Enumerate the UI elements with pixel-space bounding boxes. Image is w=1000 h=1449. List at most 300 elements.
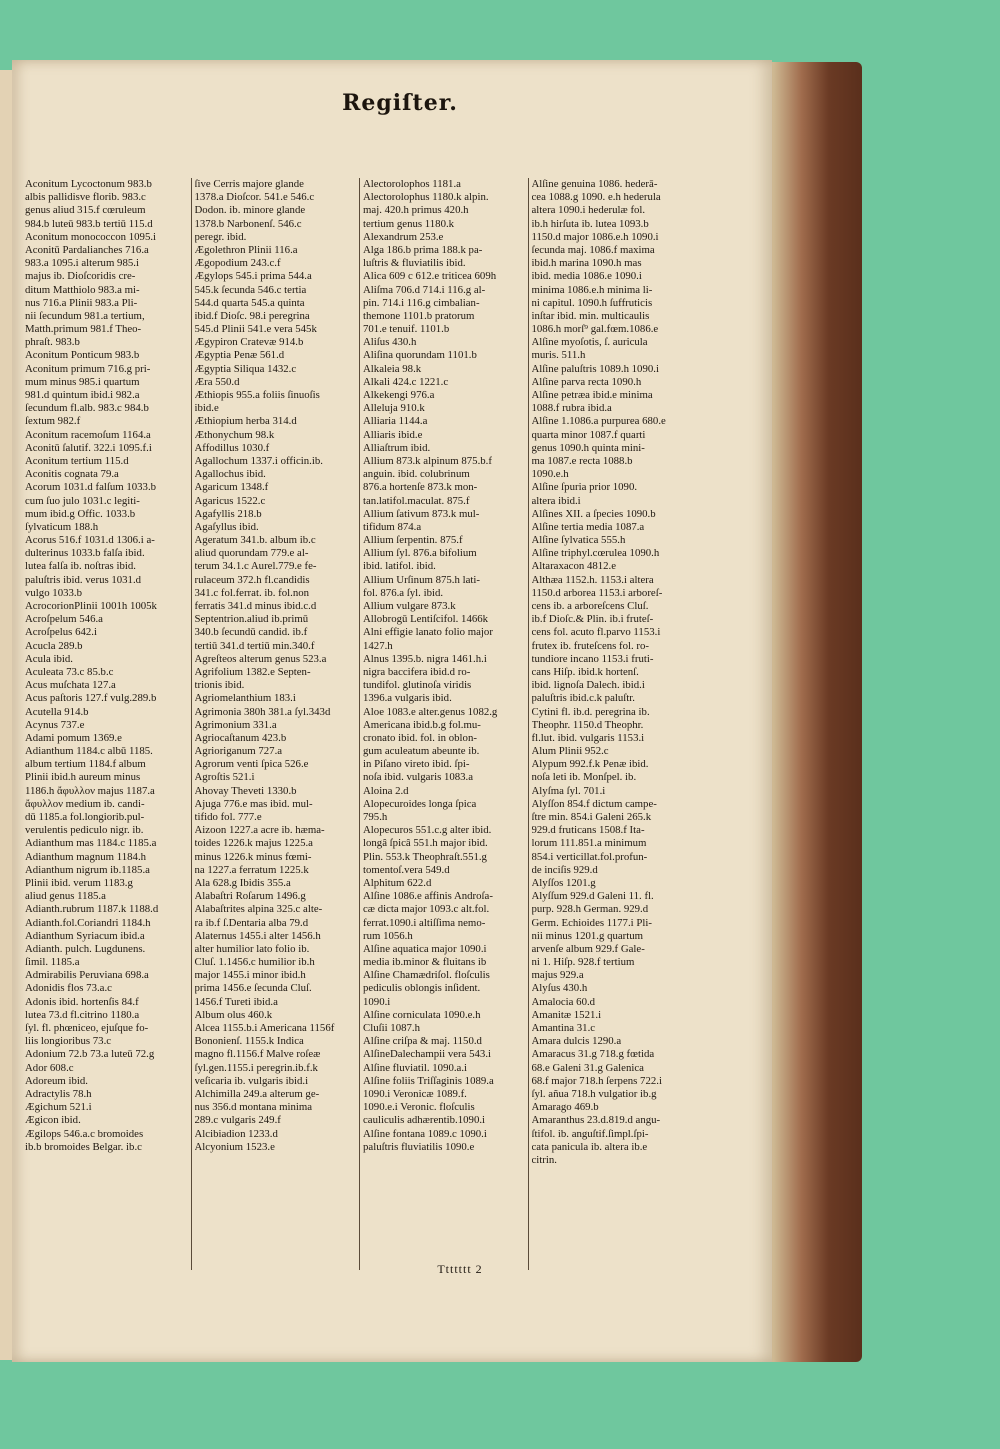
index-line: Ægyptia Penæ 561.d (194, 349, 285, 362)
index-line: Alſine paluſtris 1089.h 1090.i (531, 362, 659, 375)
index-line: Alſine genuina 1086. hederā- (531, 178, 658, 190)
index-line: Acorus 516.f 1031.d 1306.i a- (25, 534, 155, 547)
index-line: Bononienſ. 1155.k Indica (194, 1035, 304, 1048)
index-line: fl.lut. ibid. vulgaris 1153.i (531, 731, 645, 744)
index-line: fol. 876.a ſyl. ibid. (363, 586, 444, 599)
index-line: pediculis oblongis inſident. (363, 982, 481, 995)
index-line: lorum 111.851.a minimum (531, 837, 647, 850)
index-line: altera ibid.i (531, 494, 581, 507)
index-line: genus 1090.h quinta mini- (531, 441, 645, 454)
index-line: 1456.f Tureti ibid.a (194, 995, 278, 1008)
index-line: 1186.h ἄφυλλον majus 1187.a (25, 784, 155, 797)
index-line: majus ib. Dioſcoridis cre- (25, 270, 136, 283)
index-line: cata panicula ib. altera ib.e (531, 1140, 648, 1153)
index-line: Alſine petræa ibid.e minima (531, 389, 653, 401)
index-line: Cytini fl. ib.d. peregrina ib. (531, 705, 650, 718)
index-line: tertiū 341.d tertiū min.340.f (194, 639, 315, 652)
index-line: ibid.h marina 1090.h mas (531, 257, 642, 270)
index-line: Amarago 469.b (531, 1101, 599, 1114)
index-line: Agallochum 1337.i officin.ib. (194, 454, 323, 467)
index-line: Dodon. ib. minore glande (194, 204, 306, 217)
index-line: Alſine triphyl.cœrulea 1090.h (531, 547, 660, 560)
index-line: ἄφυλλον medium ib. candi- (25, 797, 145, 810)
index-line: 1150.d arborea 1153.i arboreſ- (531, 586, 663, 599)
index-line: album tertium 1184.f album (25, 758, 146, 771)
index-line: luſtris & fluviatilis ibid. (363, 257, 466, 270)
index-line: 1378.b Narbonenſ. 546.c (194, 217, 302, 230)
index-line: ibid. media 1086.e 1090.i (531, 270, 642, 283)
index-line: Agaricum 1348.f (194, 481, 269, 494)
index-line: muris. 511.h (531, 349, 586, 362)
index-line: Aloina 2.d (363, 784, 409, 797)
index-line: Althæa 1152.h. 1153.i altera (531, 573, 654, 586)
index-line: Agriomelanthium 183.i (194, 692, 296, 705)
index-line: 981.d quintum ibid.i 982.a (25, 389, 140, 401)
index-line: Alſine ſpuria prior 1090. (531, 481, 638, 494)
index-line: quarta minor 1087.f quarti (531, 428, 646, 441)
index-line: nus 716.a Plinii 983.a Pli- (25, 296, 138, 309)
index-line: Aconitum monococcon 1095.i (25, 230, 157, 243)
index-line: Aconitum primum 716.g pri- (25, 362, 151, 375)
index-line: Allium Urſinum 875.h lati- (363, 573, 480, 586)
index-line: verulentis pediculo nigr. ib. (25, 824, 144, 837)
index-line: Agafyllis 218.b (194, 507, 262, 520)
index-line: Acroſpelum 546.a (25, 613, 103, 626)
index-line: noſa leti ib. Monſpel. ib. (531, 771, 637, 784)
index-line: Alabaſtri Roſarum 1496.g (194, 890, 306, 903)
index-line: Alopecuros 551.c.g alter ibid. (363, 824, 492, 837)
page-header: Regiſter. (342, 90, 458, 116)
index-line: Ala 628.g Ibidis 355.a (194, 876, 291, 889)
index-line: Aconitis cognata 79.a (25, 468, 119, 481)
index-line: Aconitum racemoſum 1164.a (25, 428, 151, 441)
index-line: de inciſis 929.d (531, 863, 598, 876)
index-line: Plinii ibid.h aureum minus (25, 771, 141, 784)
index-line: Agrifolium 1382.e Septen- (194, 665, 311, 678)
index-line: Alabaſtrites alpina 325.c alte- (194, 903, 323, 916)
index-line: Alectorolophos 1181.a (363, 178, 461, 190)
index-line: Alyſſum 929.d Galeni 11. fl. (531, 890, 654, 903)
index-line: tomentoſ.vera 549.d (363, 863, 450, 876)
index-line: Americana ibid.b.g fol.mu- (363, 718, 481, 731)
index-line: Adoreum ibid. (25, 1074, 88, 1087)
index-line: Amalocia 60.d (531, 995, 596, 1008)
index-line: 544.d quarta 545.a quinta (194, 296, 305, 309)
index-line: Aconitū ſalutif. 322.i 1095.f.i (25, 441, 152, 454)
index-line: Alopecuroides longa ſpica (363, 797, 477, 810)
index-line: Alkekengi 976.a (363, 389, 435, 401)
index-line: ſecunda maj. 1086.f maxima (531, 243, 655, 256)
index-line: Ajuga 776.e mas ibid. mul- (194, 797, 313, 810)
index-line: Alſines XII. a ſpecies 1090.b (531, 507, 656, 520)
index-line: ſylvaticum 188.h (25, 520, 99, 533)
index-line: Alſine ſylvatica 555.h (531, 534, 626, 547)
index-line: 929.d fruticans 1508.f Ita- (531, 824, 645, 837)
index-line: ſimil. 1185.a (25, 956, 80, 969)
index-line: Adianth.rubrum 1187.k 1188.d (25, 903, 159, 916)
index-line: paluſtris fluviatilis 1090.e (363, 1140, 475, 1153)
index-line: Theophr. 1150.d Theophr. (531, 718, 644, 731)
index-line: themone 1101.b pratorum (363, 309, 475, 322)
index-line: Aconitum tertium 115.d (25, 454, 129, 467)
index-line: Allium ſativum 873.k mul- (363, 507, 480, 520)
index-line: Adianthum Syriacum ibid.a (25, 929, 145, 942)
index-line: toides 1226.k majus 1225.a (194, 837, 313, 850)
index-line: Adianthum 1184.c albū 1185. (25, 745, 153, 758)
index-line: 1396.a vulgaris ibid. (363, 692, 452, 705)
index-line: ſive Cerris majore glande (194, 178, 304, 190)
index-line: dulterinus 1033.b falſa ibid. (25, 547, 145, 560)
index-line: phraſt. 983.b (25, 336, 80, 349)
index-line: 68.e Galeni 31.g Galenica (531, 1061, 644, 1074)
index-line: nus 356.d montana minima (194, 1101, 313, 1114)
index-line: tertium genus 1180.k (363, 217, 455, 230)
index-line: Agallochus ibid. (194, 468, 266, 481)
index-line: Ægolethron Plinii 116.a (194, 243, 298, 256)
register-columns (22, 178, 696, 1270)
index-line: 1090.e.i Veronic. floſculis (363, 1101, 475, 1114)
index-line: dū 1185.a fol.longiorib.pul- (25, 811, 145, 823)
index-line: cæ dicta major 1093.c alt.fol. (363, 903, 490, 916)
index-line: Alyſus 430.h (531, 982, 588, 995)
index-line: 983.a 1095.i alterum 985.i (25, 257, 139, 270)
index-line: cea 1088.g 1090. e.h hederula (531, 191, 661, 204)
index-line: paluſtris ibid. verus 1031.d (25, 573, 142, 586)
column-4 (528, 178, 697, 1270)
index-line: 341.c fol.ferrat. ib. fol.non (194, 586, 310, 599)
index-line: 984.b luteū 983.b tertiū 115.d (25, 217, 153, 230)
index-line: purp. 928.h German. 929.d (531, 903, 649, 916)
index-line: pin. 714.i 116.g cimbalian- (363, 296, 480, 309)
index-line: mum ibid.g Offic. 1033.b (25, 507, 136, 520)
index-line: Acucla 289.b (25, 639, 83, 652)
index-line: tifido fol. 777.e (194, 811, 262, 823)
index-line: terum 34.1.c Aurel.779.e fe- (194, 560, 317, 573)
index-line: Aconitum Lycoctonum 983.b (25, 178, 152, 190)
index-line: veſicaria ib. vulgaris ibid.i (194, 1074, 309, 1087)
index-line: na 1227.a ferratum 1225.k (194, 863, 309, 876)
index-line: ibid. lignoſa Dalech. ibid.i (531, 679, 645, 692)
index-line: ſtifol. ib. anguſtif.ſimpl.ſpi- (531, 1127, 649, 1140)
signature-mark: Ttttttt 2 (437, 1262, 483, 1276)
index-line: in Piſano vireto ibid. ſpi- (363, 758, 470, 771)
index-line: Æthiopium herba 314.d (194, 415, 297, 428)
index-line: tundifol. glutinoſa viridis (363, 679, 472, 692)
index-line: Adianth. pulch. Lugdunens. (25, 942, 146, 955)
index-line: Alſine fluviatil. 1090.a.i (363, 1061, 468, 1074)
index-line: 289.c vulgaris 249.f (194, 1114, 281, 1127)
column-2 (191, 178, 360, 1270)
index-line: Agrimonia 380h 381.a ſyl.343d (194, 705, 331, 718)
index-line: Aliſina quorundam 1101.b (363, 349, 477, 362)
index-line: Germ. Echioides 1177.i Pli- (531, 916, 652, 929)
index-line: 340.b ſecundū candid. ib.f (194, 626, 308, 639)
index-line: Altaraxacon 4812.e (531, 560, 617, 573)
index-line: Alkaleia 98.k (363, 362, 422, 375)
index-line: Adianthum nigrum ib.1185.a (25, 863, 150, 876)
index-line: Acutella 914.b (25, 705, 89, 718)
index-line: minus 1226.k minus fœmi- (194, 850, 312, 863)
index-line: ſyl. fl. phœniceo, ejuſque fo- (25, 1022, 149, 1034)
index-line: magno fl.1156.f Malve roſeæ (194, 1048, 321, 1061)
index-line: Alliaſtrum ibid. (363, 441, 431, 454)
index-line: longâ ſpicâ 551.h major ibid. (363, 837, 488, 850)
index-line: Ægopodium 243.c.f (194, 257, 281, 270)
index-line: maj. 420.h primus 420.h (363, 204, 469, 217)
index-line: ni capitul. 1090.h ſuffruticis (531, 296, 653, 309)
index-line: alter humilior lato folio ib. (194, 942, 310, 955)
index-line: Aliſus 430.h (363, 336, 417, 349)
index-line: Allium ſerpentin. 875.f (363, 534, 463, 547)
index-line: Amantina 31.c (531, 1022, 596, 1034)
index-line: Agrorum venti ſpica 526.e (194, 758, 309, 771)
index-line: Alectorolophus 1180.k alpin. (363, 191, 489, 204)
index-line: ib.b bromoides Belgar. ib.c (25, 1140, 142, 1153)
index-line: 1086.h morſ⁹ gal.fœm.1086.e (531, 323, 659, 336)
index-line: arvenſe album 929.f Gale- (531, 942, 645, 955)
index-line: Alſine 1086.e affinis Androſa- (363, 890, 493, 903)
index-line: Alyſſon 854.f dictum campe- (531, 797, 657, 810)
column-3 (359, 178, 528, 1270)
index-line: Agrioriganum 727.a (194, 745, 283, 758)
index-line: rulaceum 372.h fl.candidis (194, 573, 310, 586)
index-line: Ægyptia Siliqua 1432.c (194, 362, 297, 375)
index-line: Amaranthus 23.d.819.d angu- (531, 1114, 661, 1127)
index-line: Ægichum 521.i (25, 1101, 92, 1114)
index-line: Matth.primum 981.f Theo- (25, 323, 142, 336)
index-line: Adami pomum 1369.e (25, 731, 122, 744)
index-line: Alaternus 1455.i alter 1456.h (194, 929, 321, 942)
index-line: Alypum 992.f.k Penæ ibid. (531, 758, 649, 771)
index-line: Adonium 72.b 73.a luteū 72.g (25, 1048, 155, 1061)
index-line: Adonidis flos 73.a.c (25, 982, 112, 995)
index-line: ni 1. Hiſp. 928.f tertium (531, 956, 635, 969)
index-line: Æra 550.d (194, 375, 240, 388)
index-line: AcrocorionPlinii 1001h 1005k (25, 600, 157, 612)
index-line: 701.e tenuif. 1101.b (363, 323, 450, 336)
index-line: inſtar ibid. min. multicaulis (531, 309, 650, 322)
index-line: cauliculis adhærentib.1090.i (363, 1114, 486, 1127)
index-line: ma 1087.e recta 1088.b (531, 454, 633, 467)
index-line: noſa ibid. vulgaris 1083.a (363, 771, 474, 784)
index-line: citrin. (531, 1153, 557, 1166)
index-line: Adianthum magnum 1184.h (25, 850, 147, 863)
index-line: ferratis 341.d minus ibid.c.d (194, 600, 317, 612)
index-line: Allium vulgare 873.k (363, 600, 456, 612)
index-line: Acorum 1031.d falſum 1033.b (25, 481, 157, 494)
index-line: ib.h hirſuta ib. lutea 1093.b (531, 217, 649, 230)
index-line: ſyl.gen.1155.i peregrin.ib.f.k (194, 1061, 318, 1074)
index-line: Alyſſos 1201.g (531, 876, 596, 889)
index-line: Agreſteos alterum genus 523.a (194, 652, 327, 665)
index-line: Allobrogū Lentiſcifol. 1466k (363, 613, 489, 626)
index-line: Agaricus 1522.c (194, 494, 266, 507)
index-line: Amanitæ 1521.i (531, 1008, 602, 1021)
index-line: Ageratum 341.b. album ib.c (194, 534, 316, 547)
index-line: 876.a hortenſe 873.k mon- (363, 481, 478, 494)
index-line: ſtre min. 854.i Galeni 265.k (531, 811, 652, 823)
index-line: Alliaris ibid.e (363, 428, 423, 441)
index-line: Alyſma ſyl. 701.i (531, 784, 606, 797)
index-line: AlſineDalechampii vera 543.i (363, 1048, 492, 1061)
index-line: Ægypiron Cratevæ 914.b (194, 336, 304, 349)
index-line: 68.f major 718.h ſerpens 722.i (531, 1074, 662, 1087)
index-line: Alleluja 910.k (363, 402, 425, 415)
index-line: 1150.d major 1086.e.h 1090.i (531, 230, 659, 243)
index-line: 1088.f rubra ibid.a (531, 402, 612, 415)
index-line: minima 1086.e.h minima li- (531, 283, 653, 296)
index-line: Alcibiadion 1233.d (194, 1127, 278, 1140)
index-line: Alſine parva recta 1090.h (531, 375, 642, 388)
index-line: Alſine aquatica major 1090.i (363, 942, 487, 955)
index-line: Adianthum mas 1184.c 1185.a (25, 837, 157, 850)
index-line: Agrimonium 331.a (194, 718, 277, 731)
index-line: Affodillus 1030.f (194, 441, 270, 454)
index-line: Æthonychum 98.k (194, 428, 275, 441)
index-line: ſecundum fl.alb. 983.c 984.b (25, 402, 149, 415)
index-line: albis pallidisve florib. 983.c (25, 191, 146, 204)
index-line: Alſine tertia media 1087.a (531, 520, 645, 533)
index-line: Admirabilis Peruviana 698.a (25, 969, 149, 982)
index-line: anguin. ibid. colubrinum (363, 468, 470, 481)
index-line: Acus muſchata 127.a (25, 679, 116, 692)
index-line: Alkali 424.c 1221.c (363, 375, 449, 388)
index-line: ditum Matthiolo 983.a mi- (25, 283, 140, 296)
index-line: lutea 73.d fl.citrino 1180.a (25, 1008, 140, 1021)
index-line: Alum Plinii 952.c (531, 745, 609, 758)
index-line: ibid.f Dioſc. 98.i peregrina (194, 309, 310, 322)
index-line: gum aculeatum abeunte ib. (363, 745, 480, 758)
index-line: Alexandrum 253.e (363, 230, 444, 243)
index-line: 795.h (363, 811, 388, 823)
index-line: Amara dulcis 1290.a (531, 1035, 622, 1048)
index-line: tan.latifol.maculat. 875.f (363, 494, 470, 507)
index-line: Acroſpelus 642.i (25, 626, 97, 639)
index-line: Plinii ibid. verum 1183.g (25, 876, 133, 889)
index-line: Agaſyllus ibid. (194, 520, 259, 533)
index-line: media ib.minor & fluitans ib (363, 956, 487, 969)
index-line: Alſine 1.1086.a purpurea 680.e (531, 415, 666, 428)
index-line: 1427.h (363, 639, 393, 652)
index-line: cens fol. acuto fl.parvo 1153.i (531, 626, 661, 639)
index-line: tundiore incano 1153.i fruti- (531, 652, 654, 665)
index-line: Agroſtis 521.i (194, 771, 255, 784)
index-line: nii minus 1201.g quartum (531, 929, 644, 942)
index-line: ſyl. añua 718.h vulgatior ib.g (531, 1087, 657, 1100)
index-line: frutex ib. fruteſcens fol. ro- (531, 639, 650, 652)
index-line: Agriocaſtanum 423.b (194, 731, 287, 744)
index-line: Alcea 1155.b.i Americana 1156f (194, 1022, 335, 1034)
index-line: vulgo 1033.b (25, 586, 82, 599)
index-line: genus aliud 315.f cœruleum (25, 204, 146, 217)
index-line: altera 1090.i hederulæ fol. (531, 204, 646, 217)
index-line: Alſine fontana 1089.c 1090.i (363, 1127, 487, 1140)
index-line: Album olus 460.k (194, 1008, 273, 1021)
index-line: Alcyonium 1523.e (194, 1140, 275, 1153)
index-line: Æthiopis 955.a foliis ſinuoſis (194, 389, 320, 401)
index-line: Allium ſyl. 876.a bifolium (363, 547, 477, 560)
index-line: Adractylis 78.h (25, 1087, 92, 1100)
index-line: Ægilops 546.a.c bromoides (25, 1127, 144, 1140)
index-line: Plin. 553.k Theophraſt.551.g (363, 850, 487, 863)
index-line: lutea falſa ib. noſtras ibid. (25, 560, 136, 573)
index-line: Alſine corniculata 1090.e.h (363, 1008, 481, 1021)
index-line: Aloe 1083.e alter.genus 1082.g (363, 705, 498, 718)
index-line: ibid. latifol. ibid. (363, 560, 436, 573)
index-line: Alſine Chamædriſol. floſculis (363, 969, 490, 982)
index-line: Aliſma 706.d 714.i 116.g al- (363, 283, 486, 296)
index-line: Alſine myoſotis, ſ. auricula (531, 336, 648, 349)
index-line: Alphitum 622.d (363, 876, 432, 889)
index-line: Alica 609 c 612.e triticea 609h (363, 270, 497, 283)
index-line: Aculeata 73.c 85.b.c (25, 665, 114, 678)
index-line: Cluſii 1087.h (363, 1022, 420, 1034)
index-line: 1378.a Dioſcor. 541.e 546.c (194, 191, 315, 204)
index-line: mum minus 985.i quartum (25, 375, 140, 388)
index-line: ibid.e (194, 402, 219, 415)
index-line: Adianth.fol.Coriandri 1184.h (25, 916, 151, 929)
index-line: trionis ibid. (194, 679, 245, 692)
index-line: Alni effigie lanato folio major (363, 626, 493, 639)
index-line: 1090.i Veronicæ 1089.f. (363, 1087, 467, 1100)
index-line: Aizoon 1227.a acre ib. hæma- (194, 824, 325, 837)
index-line: nigra baccifera ibid.d ro- (363, 665, 471, 678)
index-line: cronato ibid. fol. in oblon- (363, 731, 477, 744)
index-line: Ægylops 545.i prima 544.a (194, 270, 312, 283)
index-line: paluſtris ibid.c.k paluſtr. (531, 692, 635, 705)
index-line: cum ſuo julo 1031.c legiti- (25, 494, 140, 507)
index-line: ferrat.1090.i altiſſima nemo- (363, 916, 486, 929)
index-line: nii ſecundum 981.a tertium, (25, 309, 145, 322)
index-line: ib.f Dioſc.& Plin. ib.i fruteſ- (531, 613, 654, 626)
index-line: major 1455.i minor ibid.h (194, 969, 306, 982)
index-line: Septentrion.aliud ib.primū (194, 613, 309, 626)
index-line: Amaracus 31.g 718.g fœtida (531, 1048, 655, 1061)
index-line: rum 1056.h (363, 929, 413, 942)
index-line: Alliaria 1144.a (363, 415, 428, 428)
index-line: tifidum 874.a (363, 520, 422, 533)
index-line: Ahovay Theveti 1330.b (194, 784, 297, 797)
column-1 (22, 178, 191, 1270)
index-line: Acynus 737.e (25, 718, 85, 731)
index-line: Aconitum Ponticum 983.b (25, 349, 140, 362)
index-line: aliud quorundam 779.e al- (194, 547, 309, 560)
index-line: cens ib. a arboreſcens Cluſ. (531, 600, 649, 612)
index-line: 545.k ſecunda 546.c tertia (194, 283, 307, 296)
index-line: Ador 608.c (25, 1061, 74, 1074)
index-line: 545.d Plinii 541.e vera 545k (194, 323, 317, 336)
index-line: Acula ibid. (25, 652, 73, 665)
index-line: Acus paſtoris 127.f vulg.289.b (25, 692, 157, 705)
index-line: peregr. ibid. (194, 230, 247, 243)
index-line: Cluſ. 1.1456.c humilior ib.h (194, 956, 315, 969)
index-line: Alſine foliis Triſſaginis 1089.a (363, 1074, 494, 1087)
index-line: 1090.e.h (531, 468, 569, 481)
index-line: Adonis ibid. hortenſis 84.f (25, 995, 139, 1008)
index-line: ſextum 982.f (25, 415, 81, 428)
index-line: cans Hiſp. ibid.k hortenſ. (531, 665, 639, 678)
index-line: ra ib.f ſ.Dentaria alba 79.d (194, 916, 309, 929)
index-line: 854.i verticillat.fol.profun- (531, 850, 648, 863)
index-line: liis longioribus 73.c (25, 1035, 112, 1048)
index-line: Aconitū Pardalianches 716.a (25, 243, 149, 256)
index-line: Ægicon ibid. (25, 1114, 81, 1127)
index-line: majus 929.a (531, 969, 584, 982)
index-line: prima 1456.e ſecunda Cluſ. (194, 982, 312, 995)
index-line: Alſine criſpa & maj. 1150.d (363, 1035, 482, 1048)
index-line: Alga 186.b prima 188.k pa- (363, 243, 483, 256)
index-line: 1090.i (363, 995, 391, 1008)
